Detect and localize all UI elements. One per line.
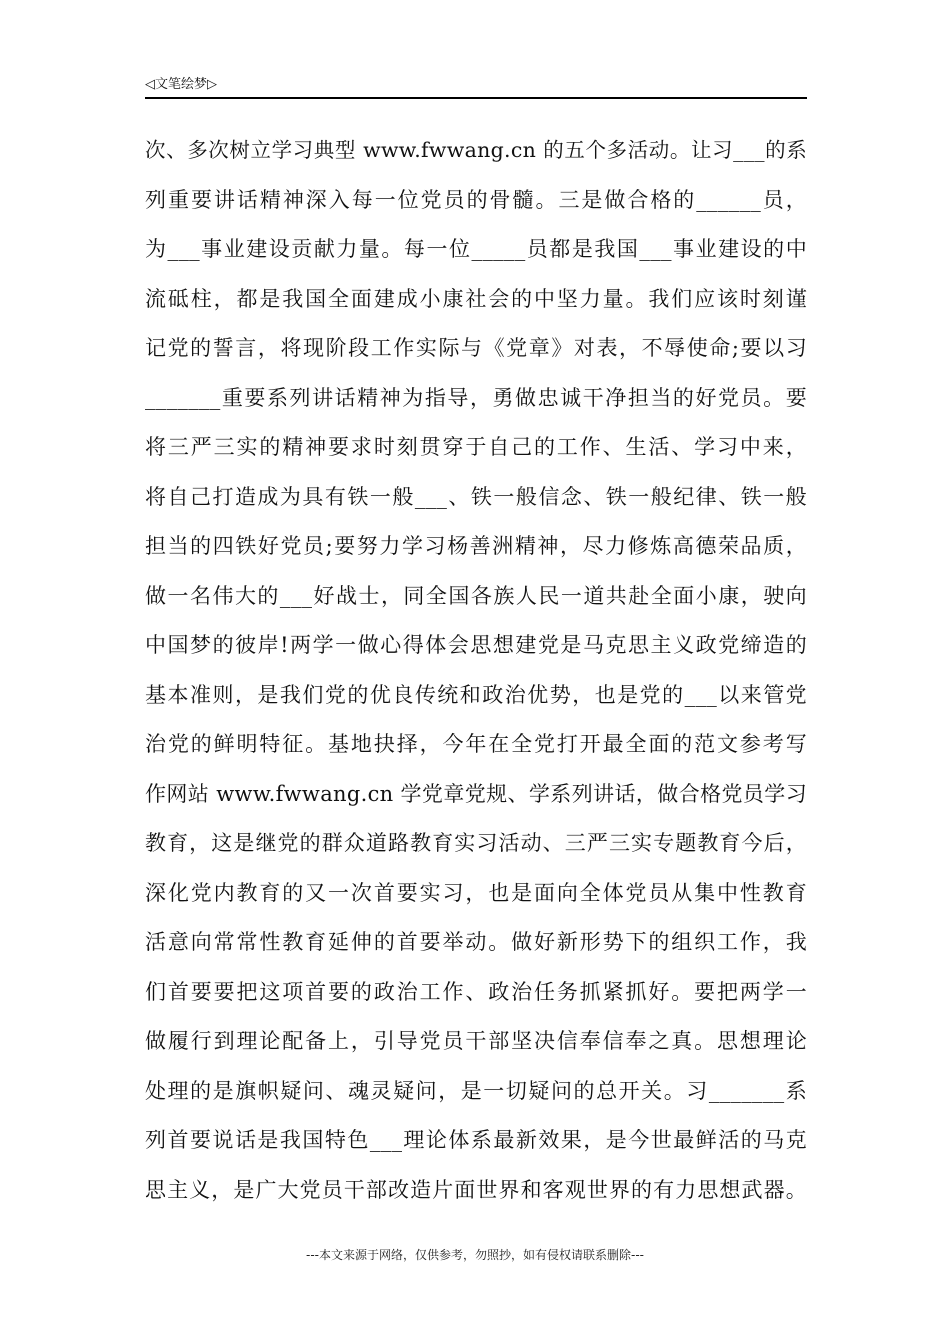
text-line: 做履行到理论配备上，引导党员干部坚决信奉信奉之真。思想理论 [145,1029,807,1053]
text-line: 中国梦的彼岸!两学一做心得体会思想建党是马克思主义政党缔造的 [145,633,807,657]
header-divider [145,97,807,99]
text-line: 担当的四铁好党员;要努力学习杨善洲精神，尽力修炼高德荣品质， [145,534,807,558]
header-title: ◁文笔绘梦▷ [145,77,217,92]
text-line: 处理的是旗帜疑问、魂灵疑问，是一切疑问的总开关。习_______系 [145,1078,807,1103]
text-line: 将自己打造成为具有铁一般___、铁一般信念、铁一般纪律、铁一般 [145,484,807,509]
text-line: 次、多次树立学习典型 www.fwwang.cn 的五个多活动。让习___的系 [145,138,807,162]
text-line: 将三严三实的精神要求时刻贯穿于自己的工作、生活、学习中来， [145,435,807,459]
text-line: 深化党内教育的又一次首要实习，也是面向全体党员从集中性教育 [145,880,807,905]
text-line: 列首要说话是我国特色___理论体系最新效果，是今世最鲜活的马克 [145,1128,807,1152]
text-line: 思主义，是广大党员干部改造片面世界和客观世界的有力思想武器。 [145,1177,807,1202]
text-line: 为___事业建设贡献力量。每一位_____员都是我国___事业建设的中 [145,237,807,261]
text-line: 基本准则，是我们党的优良传统和政治优势，也是党的___以来管党 [145,682,807,707]
text-line: 活意向常常性教育延伸的首要举动。做好新形势下的组织工作，我 [145,930,807,954]
text-line: 列重要讲话精神深入每一位党员的骨髓。三是做合格的______员， [145,187,807,212]
text-line: 做一名伟大的___好战士，同全国各族人民一道共赴全面小康，驶向 [145,583,807,608]
footer-disclaimer: ---本文来源于网络，仅供参考，勿照抄，如有侵权请联系删除--- [306,1248,644,1262]
text-line: 流砥柱，都是我国全面建成小康社会的中坚力量。我们应该时刻谨 [145,286,807,311]
text-line: 治党的鲜明特征。基地抉择，今年在全党打开最全面的范文参考写 [145,732,807,756]
document-body [145,130,815,1219]
text-line: 教育，这是继党的群众道路教育实习活动、三严三实专题教育今后， [145,831,807,855]
text-line: _______重要系列讲话精神为指导，勇做忠诚干净担当的好党员。要 [145,385,807,410]
text-line: 记党的誓言，将现阶段工作实际与《党章》对表，不辱使命;要以习 [145,336,807,360]
text-line: 们首要要把这项首要的政治工作、政治任务抓紧抓好。要把两学一 [145,979,807,1004]
text-line: 作网站 www.fwwang.cn 学党章党规、学系列讲话，做合格党员学习 [145,781,807,806]
